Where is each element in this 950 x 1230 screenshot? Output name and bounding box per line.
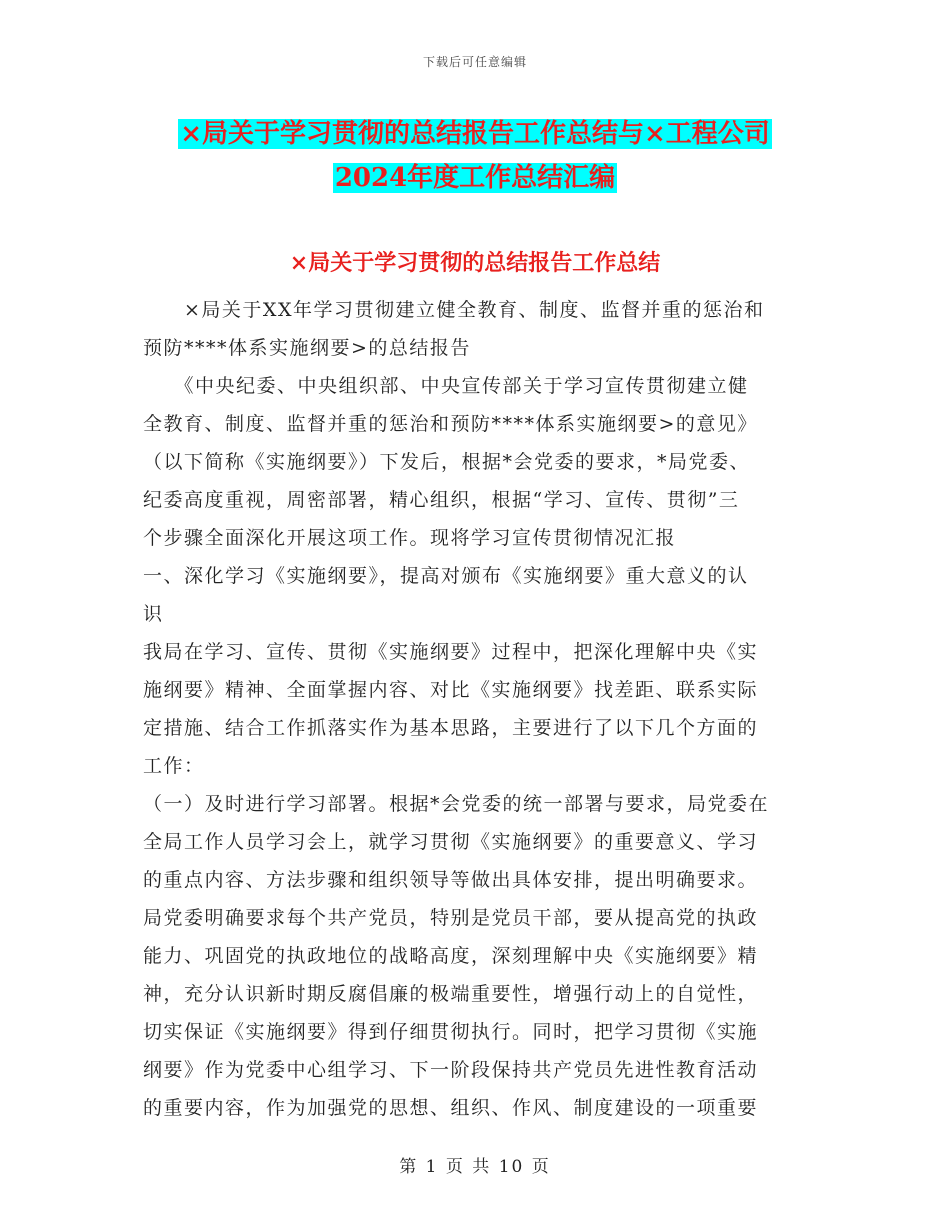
body-line: 切实保证《实施纲要》得到仔细贯彻执行。同时，把学习贯彻《实施 bbox=[143, 1021, 759, 1043]
body-line: （以下简称《实施纲要》）下发后，根据*会党委的要求，*局党委、 bbox=[143, 451, 751, 473]
body-line: 局党委明确要求每个共产党员，特别是党员干部，要从提高党的执政 bbox=[143, 907, 759, 929]
body-line: 神，充分认识新时期反腐倡廉的极端重要性，增强行动上的自觉性， bbox=[143, 983, 759, 1005]
body-line: 施纲要》精神、全面掌握内容、对比《实施纲要》找差距、联系实际 bbox=[143, 679, 759, 701]
body-line: （一）及时进行学习部署。根据*会党委的统一部署与要求，局党委在 bbox=[143, 793, 770, 815]
body-line: 纪委高度重视，周密部署，精心组织，根据“学习、宣传、贯彻”三 bbox=[143, 489, 740, 511]
body-line: 个步骤全面深化开展这项工作。现将学习宣传贯彻情况汇报 bbox=[143, 527, 677, 549]
body-line: 我局在学习、宣传、贯彻《实施纲要》过程中，把深化理解中央《实 bbox=[143, 641, 759, 663]
body-line: 的重要内容，作为加强党的思想、组织、作风、制度建设的一项重要 bbox=[143, 1097, 759, 1119]
body-line: 《中央纪委、中央组织部、中央宣传部关于学习宣传贯彻建立健 bbox=[143, 375, 749, 397]
body-line: 全教育、制度、监督并重的惩治和预防****体系实施纲要>的意见》 bbox=[143, 413, 758, 435]
header-note: 下载后可任意编辑 bbox=[422, 55, 527, 69]
body-line: 工作： bbox=[143, 755, 205, 777]
body-text bbox=[143, 291, 807, 1127]
document-title-line-1: ×局关于学习贯彻的总结报告工作总结与×工程公司 bbox=[180, 119, 770, 149]
body-line: 能力、巩固党的执政地位的战略高度，深刻理解中央《实施纲要》精 bbox=[143, 945, 759, 967]
section-title: ×局关于学习贯彻的总结报告工作总结 bbox=[289, 250, 661, 276]
body-line: 识 bbox=[143, 603, 164, 625]
document-title bbox=[110, 112, 840, 200]
body-line: 纲要》作为党委中心组学习、下一阶段保持共产党员先进性教育活动 bbox=[143, 1059, 759, 1081]
body-line: ×局关于XX年学习贯彻建立健全教育、制度、监督并重的惩治和 bbox=[143, 299, 765, 321]
document-title-line-2: 2024年度工作总结汇编 bbox=[334, 163, 616, 193]
body-line: 预防****体系实施纲要>的总结报告 bbox=[143, 337, 471, 359]
body-line: 定措施、结合工作抓落实作为基本思路，主要进行了以下几个方面的 bbox=[143, 717, 759, 739]
body-line: 的重点内容、方法步骤和组织领导等做出具体安排，提出明确要求。 bbox=[143, 869, 759, 891]
body-line: 一、深化学习《实施纲要》，提高对颁布《实施纲要》重大意义的认 bbox=[143, 565, 749, 587]
body-line: 全局工作人员学习会上，就学习贯彻《实施纲要》的重要意义、学习 bbox=[143, 831, 759, 853]
page-footer: 第 1 页 共 10 页 bbox=[399, 1157, 551, 1177]
